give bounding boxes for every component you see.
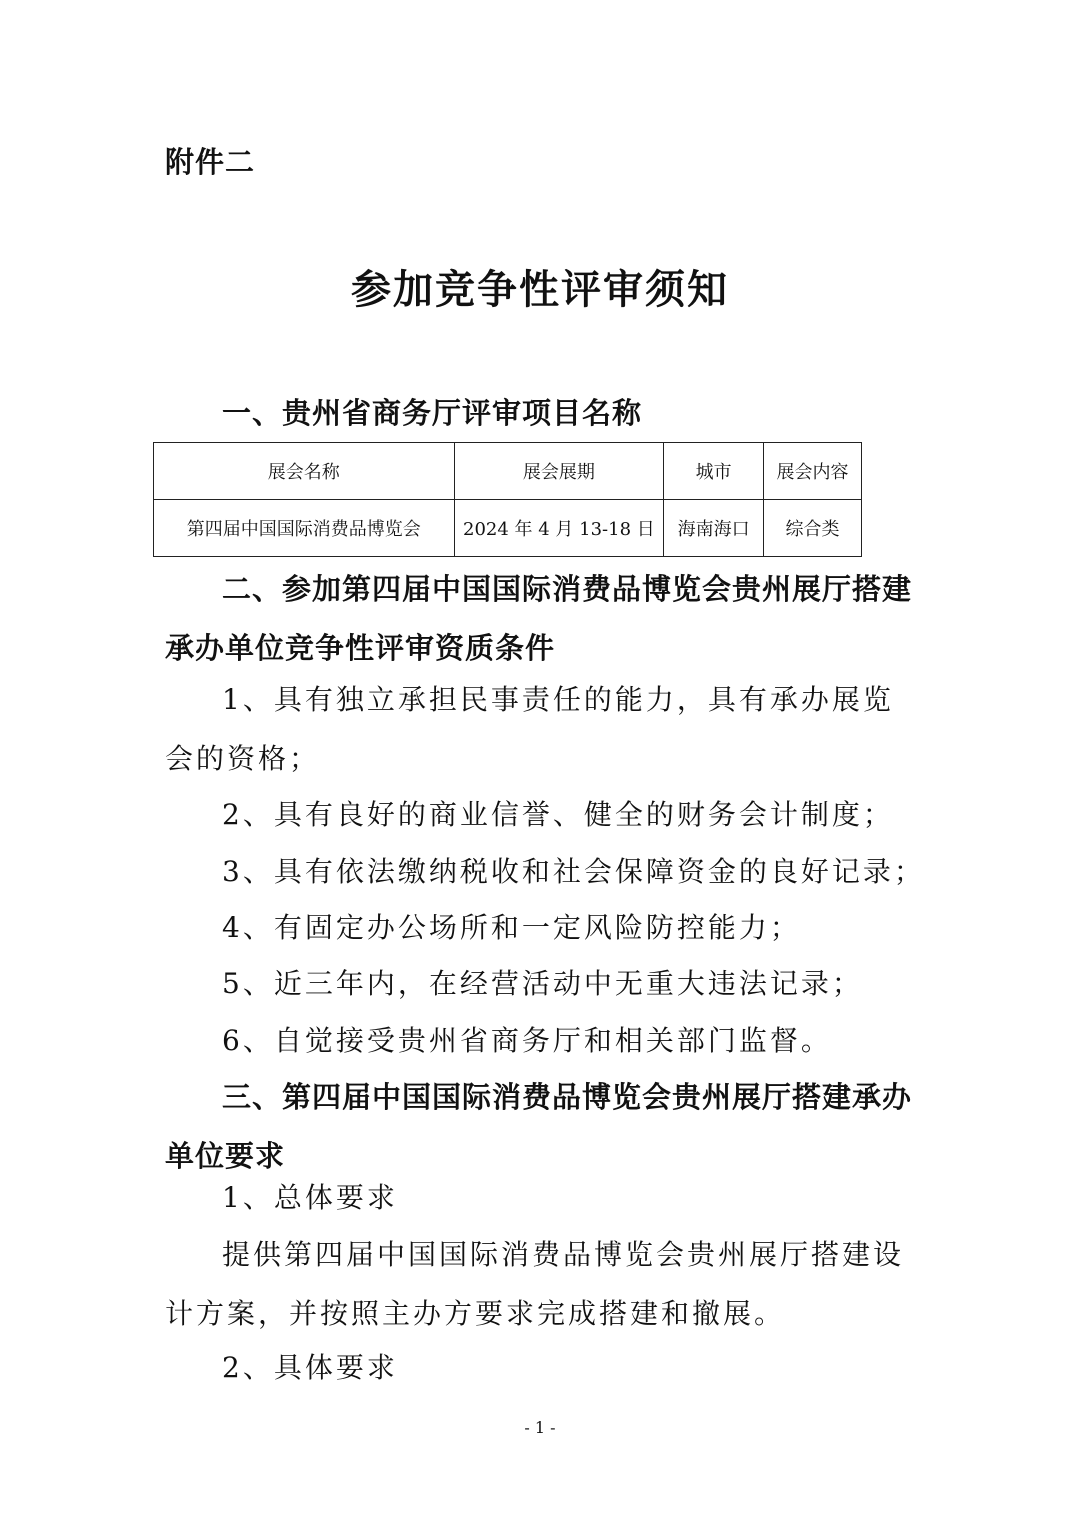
table-row [154, 500, 862, 557]
section2-item: 6、自觉接受贵州省商务厅和相关部门监督。 [222, 1024, 832, 1057]
table-cell-expo-dates: 2024 年 4 月 13-18 日 [454, 500, 664, 557]
table-header-cell: 展会展期 [454, 443, 664, 500]
expo-table [153, 442, 862, 557]
section2-item: 5、近三年内，在经营活动中无重大违法记录； [222, 967, 863, 1000]
table-header-cell: 展会内容 [764, 443, 862, 500]
table-header-cell: 城市 [664, 443, 764, 500]
page-number: - 1 - [524, 1418, 556, 1437]
table-cell-content: 综合类 [764, 500, 862, 557]
section2-item: 2、具有良好的商业信誉、健全的财务会计制度； [222, 798, 894, 831]
document-title: 参加竞争性评审须知 [351, 267, 729, 313]
table-header-cell: 展会名称 [154, 443, 455, 500]
section2-item: 1、具有独立承担民事责任的能力，具有承办展览会的资格； [165, 683, 894, 775]
section2-item: 3、具有依法缴纳税收和社会保障资金的良好记录； [222, 855, 925, 888]
section3-heading: 三、第四届中国国际消费品博览会贵州展厅搭建承办单位要求 [165, 1080, 913, 1173]
table-cell-expo-name: 第四届中国国际消费品博览会 [154, 500, 455, 557]
section3-item1-body: 提供第四届中国国际消费品博览会贵州展厅搭建设计方案，并按照主办方要求完成搭建和撤展。 [165, 1238, 905, 1330]
section3-item2-title: 2、具体要求 [222, 1351, 398, 1384]
section1-heading: 一、贵州省商务厅评审项目名称 [222, 396, 643, 430]
table-cell-city: 海南海口 [664, 500, 764, 557]
section2-heading: 二、参加第四届中国国际消费品博览会贵州展厅搭建承办单位竞争性评审资质条件 [165, 572, 913, 665]
section3-item1-title: 1、总体要求 [222, 1181, 398, 1214]
section2-item: 4、有固定办公场所和一定风险防控能力； [222, 911, 801, 944]
attachment-label: 附件二 [165, 145, 256, 179]
table-header-row [154, 443, 862, 500]
